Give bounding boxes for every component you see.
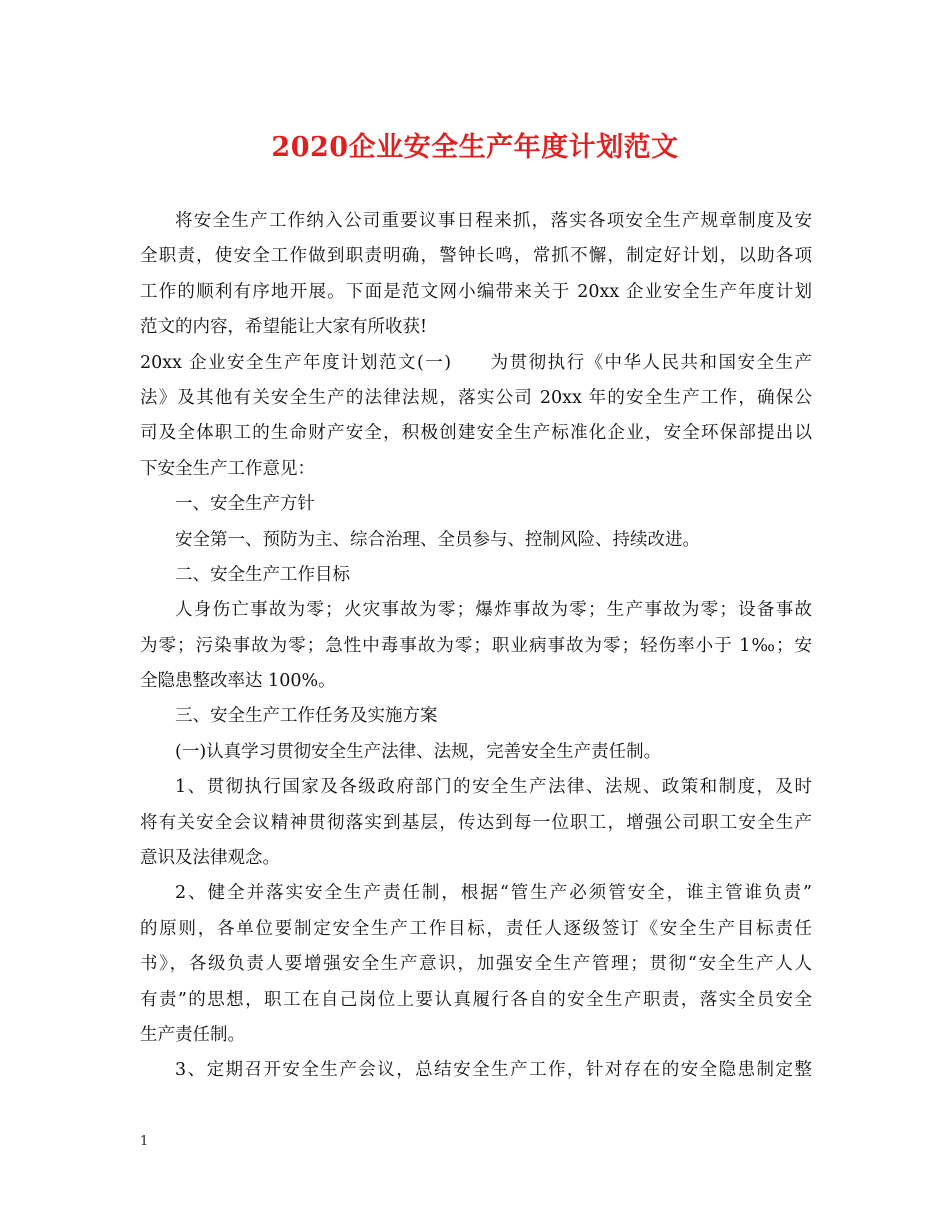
body-text-line: 三、安全生产工作任务及实施方案 (175, 706, 438, 727)
body-text-line: 人身伤亡事故为零；火灾事故为零；爆炸事故为零；生产事故为零；设备事故 (175, 600, 812, 621)
body-text-line: 全职责，使安全工作做到职责明确，警钟长鸣，常抓不懈，制定好计划，以助各项 (140, 246, 812, 267)
body-text-line: 2、健全并落实安全生产责任制，根据“管生产必须管安全，谁主管谁负责” (175, 883, 812, 904)
body-text-line: 生产责任制。 (140, 1024, 245, 1045)
document-title: 2020企业安全生产年度计划范文 (271, 132, 679, 163)
body-text-line: 安全第一、预防为主、综合治理、全员参与、控制风险、持续改进。 (175, 529, 700, 550)
body-text-line: 意识及法律观念。 (140, 848, 280, 869)
document-body (140, 204, 812, 1089)
body-text-line: 有责”的思想，职工在自己岗位上要认真履行各自的安全生产职责，落实全员安全 (140, 989, 812, 1010)
body-text-line: 的原则，各单位要制定安全生产工作目标，责任人逐级签订《安全生产目标责任 (140, 918, 812, 939)
body-text-line: 20xx 企业安全生产年度计划范文(一) 为贯彻执行《中华人民共和国安全生产 (140, 352, 812, 373)
body-text-line: 一、安全生产方针 (175, 494, 315, 515)
body-text-line: 将有关安全会议精神贯彻落实到基层，传达到每一位职工，增强公司职工安全生产 (140, 812, 812, 833)
body-text-line: 为零；污染事故为零；急性中毒事故为零；职业病事故为零；轻伤率小于 1‰；安 (140, 635, 812, 656)
body-text-line: 范文的内容，希望能让大家有所收获! (140, 317, 428, 338)
body-text-line: 工作的顺利有序地开展。下面是范文网小编带来关于 20xx 企业安全生产年度计划 (140, 281, 812, 302)
body-text-line: (一)认真学习贯彻安全生产法律、法规，完善安全生产责任制。 (175, 741, 662, 762)
body-text-line: 法》及其他有关安全生产的法律法规，落实公司 20xx 年的安全生产工作，确保公 (140, 387, 812, 408)
body-text-line: 书》，各级负责人要增强安全生产意识，加强安全生产管理；贯彻“安全生产人人 (140, 954, 812, 975)
page-number: 1 (140, 1134, 149, 1149)
body-text-line: 全隐患整改率达 100%。 (140, 671, 336, 692)
body-text-line: 下安全生产工作意见： (140, 458, 315, 479)
body-text-line: 司及全体职工的生命财产安全，积极创建安全生产标准化企业，安全环保部提出以 (140, 423, 812, 444)
body-text-line: 1、贯彻执行国家及各级政府部门的安全生产法律、法规、政策和制度，及时 (175, 777, 812, 798)
body-text-line: 将安全生产工作纳入公司重要议事日程来抓，落实各项安全生产规章制度及安 (175, 211, 812, 231)
body-text-line: 3、定期召开安全生产会议，总结安全生产工作，针对存在的安全隐患制定整 (175, 1060, 812, 1081)
body-text-line: 二、安全生产工作目标 (175, 564, 350, 585)
